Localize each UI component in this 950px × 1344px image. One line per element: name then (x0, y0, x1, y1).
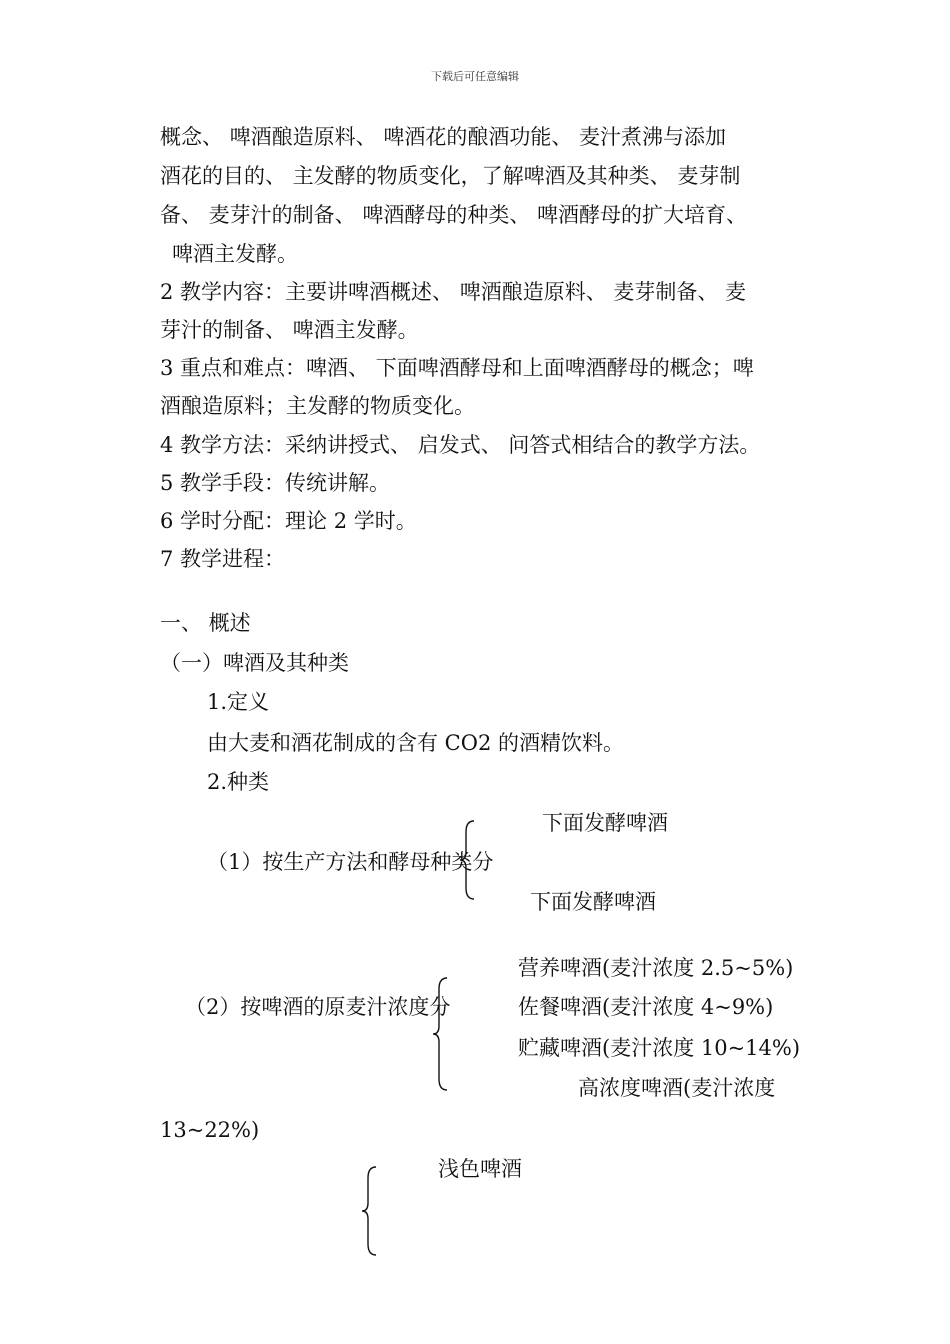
subsection-heading: （一）啤酒及其种类 (160, 651, 349, 675)
teaching-content-line-1: 2 教学内容：主要讲啤酒概述、 啤酒酿造原料、 麦芽制备、 麦 (160, 280, 747, 304)
teaching-means: 5 教学手段：传统讲解。 (160, 471, 391, 495)
class2-item-1: 营养啤酒(麦汁浓度 2.5~5%) (518, 956, 794, 980)
section-heading: 一、 概述 (160, 611, 251, 635)
teaching-method: 4 教学方法：采纳讲授式、 启发式、 问答式相结合的教学方法。 (160, 433, 761, 457)
class1-item-1: 下面发酵啤酒 (542, 811, 668, 835)
class1-item-2: 下面发酵啤酒 (530, 890, 656, 914)
class1-brace (455, 818, 479, 902)
class2-item-3: 贮藏啤酒(麦汁浓度 10~14%) (518, 1036, 801, 1060)
class2-item-2: 佐餐啤酒(麦汁浓度 4~9%) (518, 995, 774, 1019)
teaching-content-line-2: 芽汁的制备、 啤酒主发酵。 (160, 318, 419, 342)
class2-item-4-wrap: 13~22%) (160, 1118, 260, 1142)
definition-label: 1.定义 (207, 690, 270, 714)
class3-item-1: 浅色啤酒 (438, 1157, 522, 1181)
class2-label: （2）按啤酒的原麦汁浓度分 (185, 995, 451, 1019)
class2-brace (428, 975, 452, 1093)
class1-label: （1）按生产方法和酵母种类分 (207, 850, 494, 874)
definition-text: 由大麦和酒花制成的含有 CO2 的酒精饮料。 (207, 731, 624, 755)
teaching-process: 7 教学进程： (160, 547, 286, 571)
intro-line-2: 酒花的目的、 主发酵的物质变化，了解啤酒及其种类、 麦芽制 (160, 164, 741, 188)
page-header: 下载后可任意编辑 (431, 70, 519, 83)
class2-item-4: 高浓度啤酒(麦汁浓度 (578, 1076, 776, 1100)
class3-brace (357, 1164, 381, 1258)
key-points-line-2: 酒酿造原料；主发酵的物质变化。 (160, 394, 475, 418)
intro-line-1: 概念、 啤酒酿造原料、 啤酒花的酿酒功能、 麦汁煮沸与添加 (160, 125, 727, 149)
hours-allocation: 6 学时分配：理论 2 学时。 (160, 509, 417, 533)
intro-line-4: 啤酒主发酵。 (172, 242, 298, 266)
key-points-line-1: 3 重点和难点：啤酒、 下面啤酒酵母和上面啤酒酵母的概念；啤 (160, 356, 754, 380)
intro-line-3: 备、 麦芽汁的制备、 啤酒酵母的种类、 啤酒酵母的扩大培育、 (160, 203, 748, 227)
types-label: 2.种类 (207, 770, 270, 794)
